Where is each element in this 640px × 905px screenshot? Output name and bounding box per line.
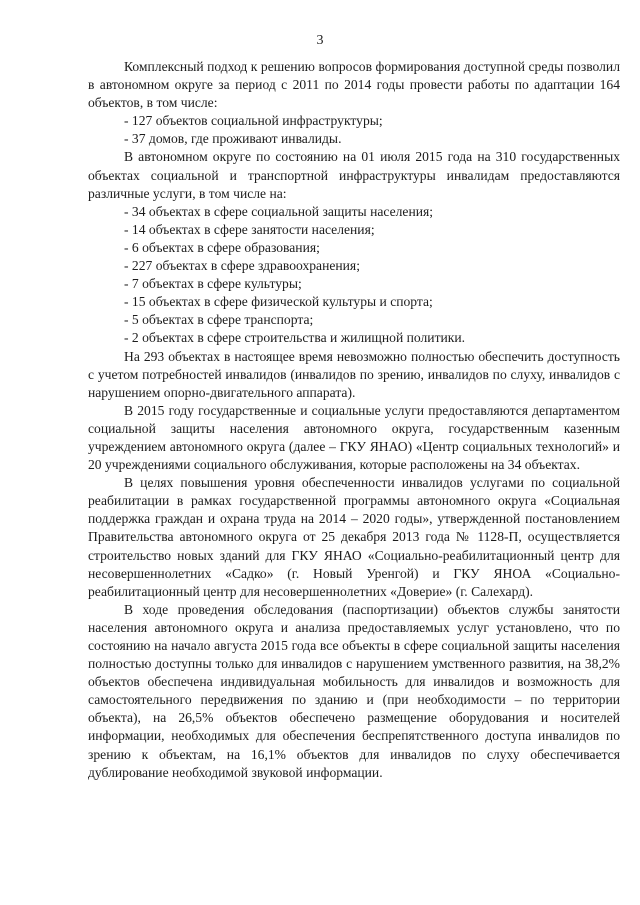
paragraph-intro: Комплексный подход к решению вопросов формирования доступной среды позволил в автономном округе за период с 2011 по 2014 годы провести работы по адаптации 164 объектов, в том числе: [88, 59, 620, 111]
list-item: - 7 объектах в сфере культуры; [124, 276, 302, 292]
page-number: 3 [316, 33, 324, 48]
list-item: - 227 объектах в сфере здравоохранения; [124, 258, 360, 274]
paragraph-services: В автономном округе по состоянию на 01 июля 2015 года на 310 государственных объектах социальной и транспортной инфраструктуры инвалидам предоставляются различные услуги, в том числе на: [88, 149, 620, 201]
list-item: - 127 объектов социальной инфраструктуры; [124, 113, 383, 129]
paragraph-rehabilitation-program: В целях повышения уровня обеспеченности инвалидов услугами по социальной реабилитации в рамках государственной программы автономного округа «Социальная поддержка граждан и охрана труда на 2014 – 2020 годы», утвержденной постановлением Правительства автономного округа от 25 декабря 2013 года № 1128-П, осуществляется строительство новых зданий для ГКУ ЯНАО «Социально-реабилитационный центр для несовершеннолетних «Садко» (г. Новый Уренгой) и ГКУ ЯНОА «Социально-реабилитационный центр для несовершеннолетних «Доверие» (г. Салехард). [88, 475, 620, 599]
list-item: - 37 домов, где проживают инвалиды. [124, 131, 342, 147]
paragraph-service-providers: В 2015 году государственные и социальные услуги предоставляются департаментом социальной защиты населения автономного округа, государственным казенным учреждением автономного округа (далее – ГКУ ЯНАО) «Центр социальных технологий» и 20 учреждениями социального обслуживания, которые расположены на 34 объектах. [88, 402, 620, 473]
list-item: - 34 объектах в сфере социальной защиты населения; [124, 203, 434, 219]
list-adapted-objects [88, 112, 620, 148]
list-item: - 6 объектах в сфере образования; [124, 239, 320, 255]
list-service-objects [88, 203, 620, 348]
list-item: - 2 объектах в сфере строительства и жилищной политики. [124, 330, 466, 346]
list-item: - 5 объектах в сфере транспорта; [124, 312, 314, 328]
document-body [88, 58, 620, 782]
paragraph-inaccessible-objects: На 293 объектах в настоящее время невозможно полностью обеспечить доступность с учетом потребностей инвалидов (инвалидов по зрению, инвалидов по слуху, инвалидов с нарушением опорно-двигательного аппарата). [88, 348, 620, 400]
paragraph-survey-results: В ходе проведения обследования (паспортизации) объектов службы занятости населения автономного округа и анализа предоставляемых услуг установлено, что по состоянию на начало августа 2015 года все объекты в сфере социальной защиты населения полностью доступны только для инвалидов с нарушением умственного развития, на 38,2% объектов обеспечена индивидуальная мобильность для инвалидов и возможность для самостоятельного передвижения по зданию и (при необходимости – по территории объекта), на 26,5% объектов обеспечено размещение оборудования и носителей информации, необходимых для обеспечения беспрепятственного доступа инвалидов по зрению к объектам, на 16,1% объектов для инвалидов по слуху обеспечивается дублирование необходимой звуковой информации. [88, 601, 620, 780]
list-item: - 14 объектах в сфере занятости населения; [124, 221, 375, 237]
list-item: - 15 объектах в сфере физической культуры и спорта; [124, 294, 433, 310]
